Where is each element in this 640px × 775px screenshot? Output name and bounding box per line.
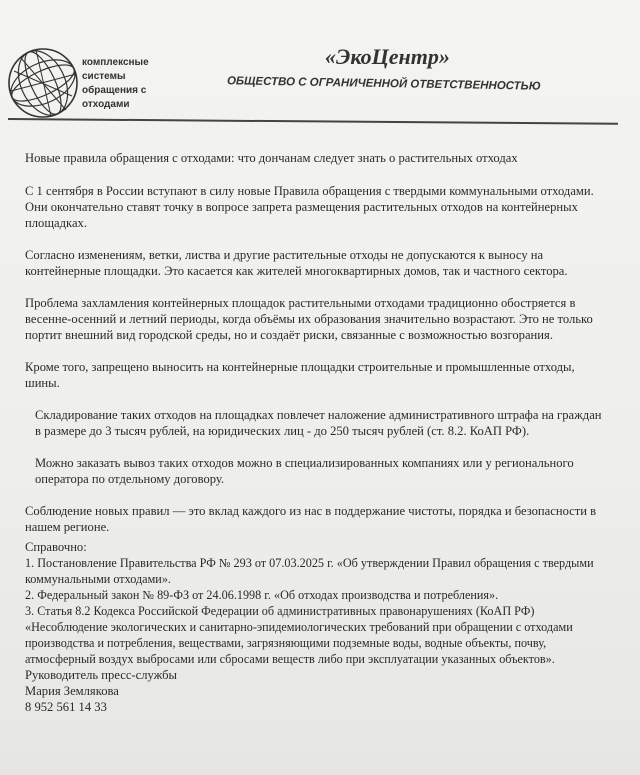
globe-logo-icon	[6, 46, 80, 120]
reference-item: 2. Федеральный закон № 89-ФЗ от 24.06.1998 г. «Об отходах производства и потребления».	[25, 588, 499, 602]
paragraph: Соблюдение новых правил — это вклад каждого из нас в поддержание чистоты, порядка и безопасности в нашем регионе.	[25, 504, 597, 534]
article-body	[25, 150, 610, 715]
company-type: ОБЩЕСТВО С ОГРАНИЧЕННОЙ ОТВЕТСТВЕННОСТЬЮ	[226, 75, 541, 93]
article-headline: Новые правила обращения с отходами: что дончанам следует знать о растительных отходах	[25, 151, 518, 165]
signature-phone: 8 952 561 14 33	[25, 700, 107, 714]
logo-line: отходами	[82, 99, 130, 110]
logo-line: обращения с	[82, 85, 147, 96]
paragraph: Кроме того, запрещено выносить на контейнерные площадки строительные и промышленные отходы, шины.	[25, 360, 575, 390]
paragraph: Можно заказать вывоз таких отходов можно в специализированных компаниях или у регионального оператора по отдельному договору.	[35, 456, 574, 486]
reference-item: 3. Статья 8.2 Кодекса Российской Федерации об административных правонарушениях (КоАП РФ) «Несоблюдение экологических и санитарно-эпидемиологических требований при обращении с отходами производства и потребления, веществами, загрязняющими подземные воды, водные объекты, почву, атмосферный воздух выбросами или сбросами веществ либо при эксплуатации указанных объектов».	[25, 604, 573, 666]
logo-caption	[82, 56, 172, 112]
signature-position: Руководитель пресс-службы	[25, 668, 178, 682]
logo-line: системы	[82, 71, 126, 82]
reference-item: 1. Постановление Правительства РФ № 293 от 07.03.2025 г. «Об утверждении Правил обращения с твердыми коммунальными отходами».	[25, 556, 594, 586]
references-label: Справочно:	[25, 540, 87, 554]
paragraph: Согласно изменениям, ветки, листва и другие растительные отходы не допускаются к выносу на контейнерные площадки. Это касается как жителей многоквартирных домов, так и частного сектора.	[25, 248, 568, 278]
signature-name: Мария Землякова	[25, 684, 119, 698]
header-divider	[8, 118, 618, 125]
company-name: «ЭкоЦентр»	[325, 44, 450, 69]
paragraph: Проблема захламления контейнерных площадок растительными отходами традиционно обостряется в весенне-осенний и летний периоды, когда объёмы их образования значительно возрастают. Это не только портит внешний вид городской среды, но и создаёт риски, связанные с возможностью возгорания.	[25, 296, 593, 342]
paragraph: Складирование таких отходов на площадках повлечет наложение административного штрафа на граждан в размере до 3 тысяч рублей, на юридических лиц - до 250 тысяч рублей (ст. 8.2. КоАП РФ).	[35, 408, 602, 438]
paragraph: С 1 сентября в России вступают в силу новые Правила обращения с твердыми коммунальными отходами. Они окончательно ставят точку в вопросе запрета размещения растительных отходов на контейнерных площадках.	[25, 184, 594, 230]
logo-line: комплексные	[82, 57, 149, 68]
